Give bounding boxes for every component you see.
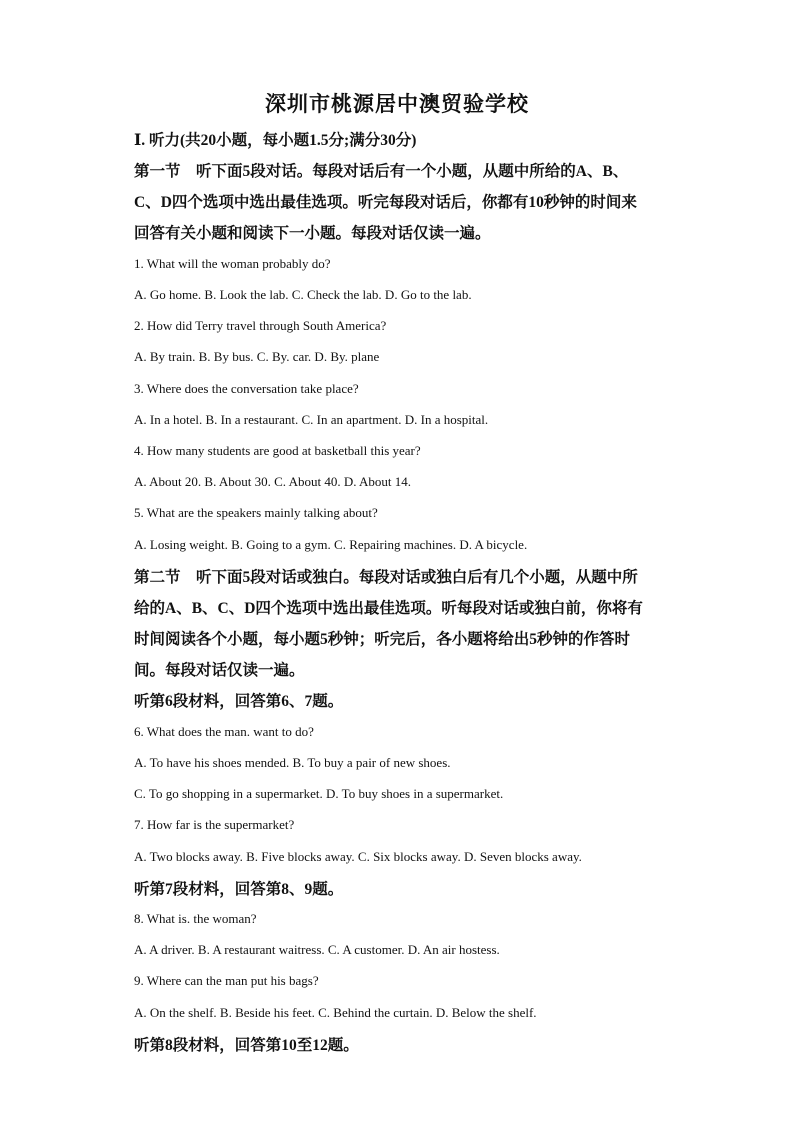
- part2-instruction-line: 间。每段对话仅读一遍。: [134, 662, 305, 679]
- material-7-heading: 听第7段材料，回答第8、9题。: [134, 881, 344, 898]
- question-3: 3. Where does the conversation take place?: [134, 381, 359, 396]
- question-4-options: A. About 20. B. About 30. C. About 40. D. About 14.: [134, 474, 411, 489]
- part2-instruction-line: 第二节 听下面5段对话或独白。每段对话或独白后有几个小题，从题中所: [134, 569, 638, 586]
- question-6: 6. What does the man. want to do?: [134, 724, 314, 739]
- part1-instruction-line: C、D四个选项中选出最佳选项。听完每段对话后，你都有10秒钟的时间来: [134, 194, 637, 211]
- question-5-options: A. Losing weight. B. Going to a gym. C. Repairing machines. D. A bicycle.: [134, 537, 528, 552]
- part1-instruction-line: 回答有关小题和阅读下一小题。每段对话仅读一遍。: [134, 225, 491, 242]
- page-title: 深圳市桃源居中澳贸验学校: [265, 92, 529, 116]
- question-8: 8. What is. the woman?: [134, 911, 257, 926]
- question-9-options: A. On the shelf. B. Beside his feet. C. Behind the curtain. D. Below the shelf.: [134, 1005, 537, 1020]
- question-3-options: A. In a hotel. B. In a restaurant. C. In an apartment. D. In a hospital.: [134, 412, 489, 427]
- part1-instruction-line: 第一节 听下面5段对话。每段对话后有一个小题，从题中所给的A、B、: [134, 163, 629, 180]
- question-6-options-cd: C. To go shopping in a supermarket. D. To buy shoes in a supermarket.: [134, 786, 504, 801]
- material-8-heading: 听第8段材料，回答第10至12题。: [134, 1037, 359, 1054]
- question-5: 5. What are the speakers mainly talking about?: [134, 505, 378, 520]
- question-2-options: A. By train. B. By bus. C. By. car. D. By. plane: [134, 349, 380, 364]
- question-6-options-ab: A. To have his shoes mended. B. To buy a pair of new shoes.: [134, 755, 451, 770]
- question-1: 1. What will the woman probably do?: [134, 256, 331, 271]
- material-6-heading: 听第6段材料，回答第6、7题。: [134, 693, 344, 710]
- part2-instruction-line: 时间阅读各个小题，每小题5秒钟；听完后，各小题将给出5秒钟的作答时: [134, 631, 631, 648]
- question-9: 9. Where can the man put his bags?: [134, 973, 319, 988]
- question-4: 4. How many students are good at basketball this year?: [134, 443, 421, 458]
- part2-instruction-line: 给的A、B、C、D四个选项中选出最佳选项。听每段对话或独白前，你将有: [134, 600, 643, 617]
- question-1-options: A. Go home. B. Look the lab. C. Check the lab. D. Go to the lab.: [134, 287, 472, 302]
- question-2: 2. How did Terry travel through South America?: [134, 318, 387, 333]
- question-7-options: A. Two blocks away. B. Five blocks away. C. Six blocks away. D. Seven blocks away.: [134, 849, 582, 864]
- section-heading: Ⅰ. 听力(共20小题，每小题1.5分;满分30分): [134, 132, 417, 149]
- question-7: 7. How far is the supermarket?: [134, 817, 295, 832]
- question-8-options: A. A driver. B. A restaurant waitress. C. A customer. D. An air hostess.: [134, 942, 500, 957]
